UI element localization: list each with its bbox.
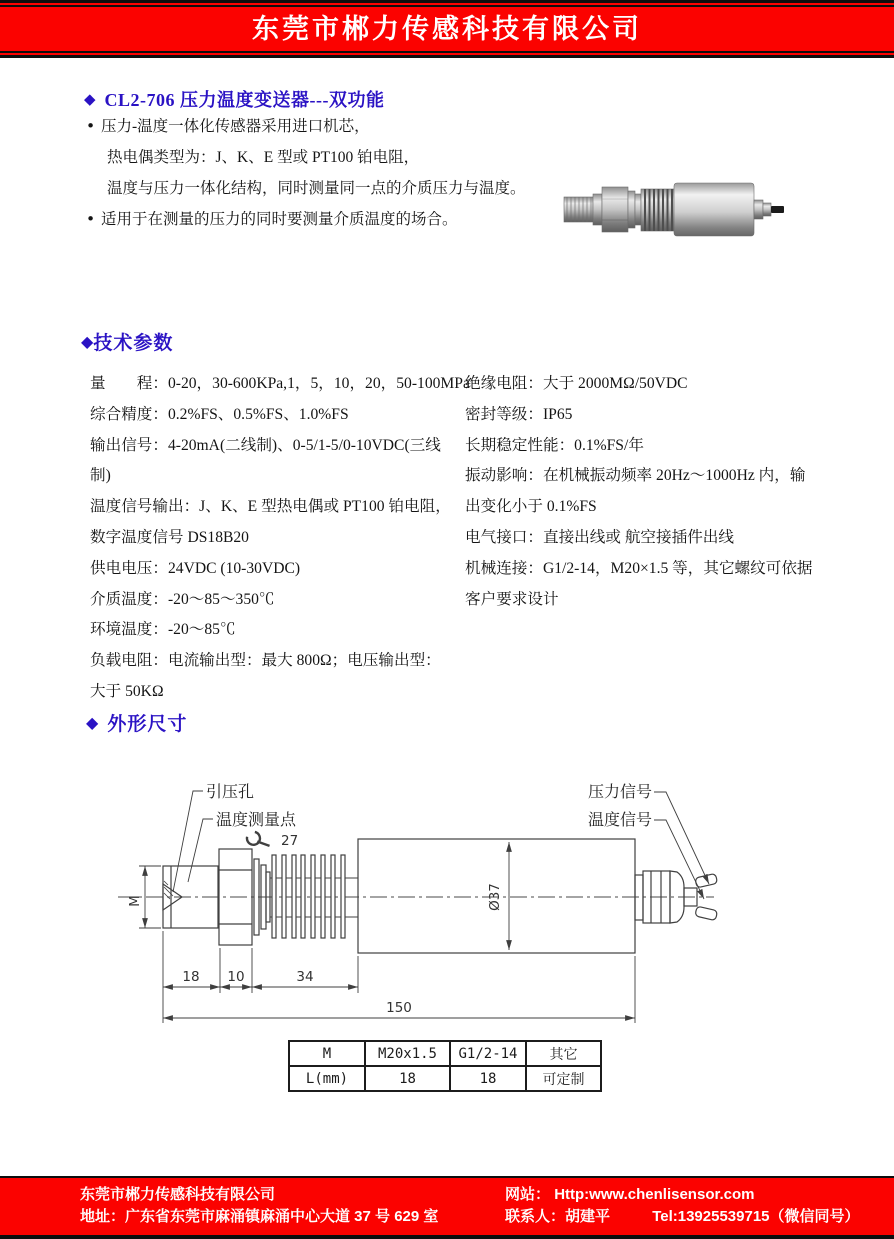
banner-bottom-line — [0, 55, 894, 58]
product-photo — [560, 178, 788, 240]
feature-text: 温度与压力一体化结构，同时测量同一点的介质压力与温度。 — [107, 180, 526, 197]
tech-params-heading — [81, 328, 173, 355]
table-cell: M20x1.5 — [365, 1041, 450, 1066]
table-cell: 18 — [365, 1066, 450, 1091]
header-banner — [0, 0, 894, 58]
param-line: 客户要求设计 — [465, 590, 559, 608]
param-line: 绝缘电阻：大于 2000MΩ/50VDC — [465, 375, 688, 392]
sensor-outline — [163, 839, 718, 953]
footer-website: Http:www.chenlisensor.com — [554, 1186, 755, 1203]
footer-website-row — [505, 1184, 860, 1206]
param-line: 介质温度：-20～85～350℃ — [90, 590, 275, 608]
param-line: 输出信号：4-20mA(二线制)、0-5/1-5/0-10VDC(三线 — [90, 436, 441, 454]
footer-address: 地址：广东省东莞市麻涌镇麻涌中心大道 37 号 629 室 — [80, 1208, 439, 1225]
dim-150: 150 — [386, 1000, 412, 1016]
footer-contact: 联系人：胡建平 — [505, 1208, 611, 1225]
param-line: 制) — [90, 467, 111, 485]
table-cell: M — [289, 1041, 365, 1066]
table-cell: G1/2-14 — [450, 1041, 526, 1066]
footer-company: 东莞市郴力传感科技有限公司 — [80, 1186, 276, 1203]
product-title-row — [84, 86, 385, 112]
param-line: 电气接口：直接出线或 航空接插件出线 — [465, 528, 734, 546]
company-name: 东莞市郴力传感科技有限公司 — [0, 7, 894, 51]
label-pressure-hole: 引压孔 — [206, 784, 255, 801]
label-temp-signal: 温度信号 — [587, 812, 652, 829]
footer-contact-row — [505, 1206, 860, 1228]
param-line: 机械连接：G1/2-14，M20×1.5 等，其它螺纹可依据 — [465, 559, 813, 577]
diamond-icon: ◆ — [84, 90, 96, 108]
tech-params-left — [90, 369, 475, 708]
product-features — [86, 111, 556, 235]
param-line: 数字温度信号 DS18B20 — [90, 528, 249, 546]
param-line: 量 程：0-20，30-600KPa,1，5，10，20，50-100MPa — [90, 375, 470, 392]
param-line: 环境温度：-20～85℃ — [90, 621, 236, 639]
footer-bottom-line — [0, 1235, 894, 1239]
outline-heading — [86, 709, 187, 736]
wrench-icon — [245, 829, 269, 854]
diameter-label: Ø37 — [487, 883, 503, 911]
outline-heading-text: 外形尺寸 — [107, 714, 188, 735]
bullet-icon: • — [86, 117, 96, 135]
diamond-icon: ◆ — [81, 332, 94, 351]
table-cell: 18 — [450, 1066, 526, 1091]
product-title: CL2-706 压力温度变送器---双功能 — [104, 90, 385, 110]
feature-line — [86, 204, 556, 235]
footer-banner — [0, 1176, 894, 1239]
param-line: 综合精度：0.2%FS、0.5%FS、1.0%FS — [90, 405, 349, 423]
param-line: 密封等级：IP65 — [465, 405, 573, 423]
footer-website-label: 网站： — [505, 1186, 551, 1203]
param-line: 出变化小于 0.1%FS — [465, 498, 597, 516]
table-cell: L(mm) — [289, 1066, 365, 1091]
param-line: 振动影响：在机械振动频率 20Hz～1000Hz 内，输 — [465, 467, 806, 485]
tech-params-heading-text: 技术参数 — [93, 333, 174, 354]
label-temp-point: 温度测量点 — [216, 812, 297, 829]
footer-right-column — [505, 1184, 860, 1228]
table-row — [289, 1041, 601, 1066]
bullet-icon: • — [86, 210, 96, 228]
label-pressure-signal: 压力信号 — [587, 784, 652, 801]
diamond-icon: ◆ — [86, 713, 99, 732]
feature-line — [86, 111, 556, 142]
feature-text: 压力-温度一体化传感器采用进口机芯， — [101, 118, 370, 135]
feature-text: 适用于在测量的压力的同时要测量介质温度的场合。 — [101, 211, 458, 228]
dim-18: 18 — [182, 969, 200, 985]
table-row — [289, 1066, 601, 1091]
dimension-drawing — [0, 735, 894, 1035]
table-cell: 其它 — [526, 1041, 601, 1066]
footer-tel: Tel:13925539715（微信同号） — [652, 1208, 860, 1225]
table-cell: 可定制 — [526, 1066, 601, 1091]
feature-text: 热电偶类型为：J、K、E 型或 PT100 铂电阻， — [107, 149, 420, 166]
thread-table — [288, 1040, 602, 1092]
param-line: 大于 50KΩ — [90, 682, 164, 700]
param-line: 供电电压：24VDC (10-30VDC) — [90, 559, 301, 577]
thread-label: M — [127, 895, 143, 907]
param-line: 温度信号输出：J、K、E 型热电偶或 PT100 铂电阻， — [90, 498, 451, 516]
wrench-size: 27 — [281, 833, 299, 849]
tech-params-right — [465, 369, 870, 615]
param-line: 负载电阻：电流输出型：最大 800Ω；电压输出型： — [90, 652, 441, 670]
footer-left-column — [80, 1184, 438, 1228]
param-line: 长期稳定性能：0.1%FS/年 — [465, 436, 644, 454]
dim-10: 10 — [227, 969, 245, 985]
dim-34: 34 — [296, 969, 314, 985]
